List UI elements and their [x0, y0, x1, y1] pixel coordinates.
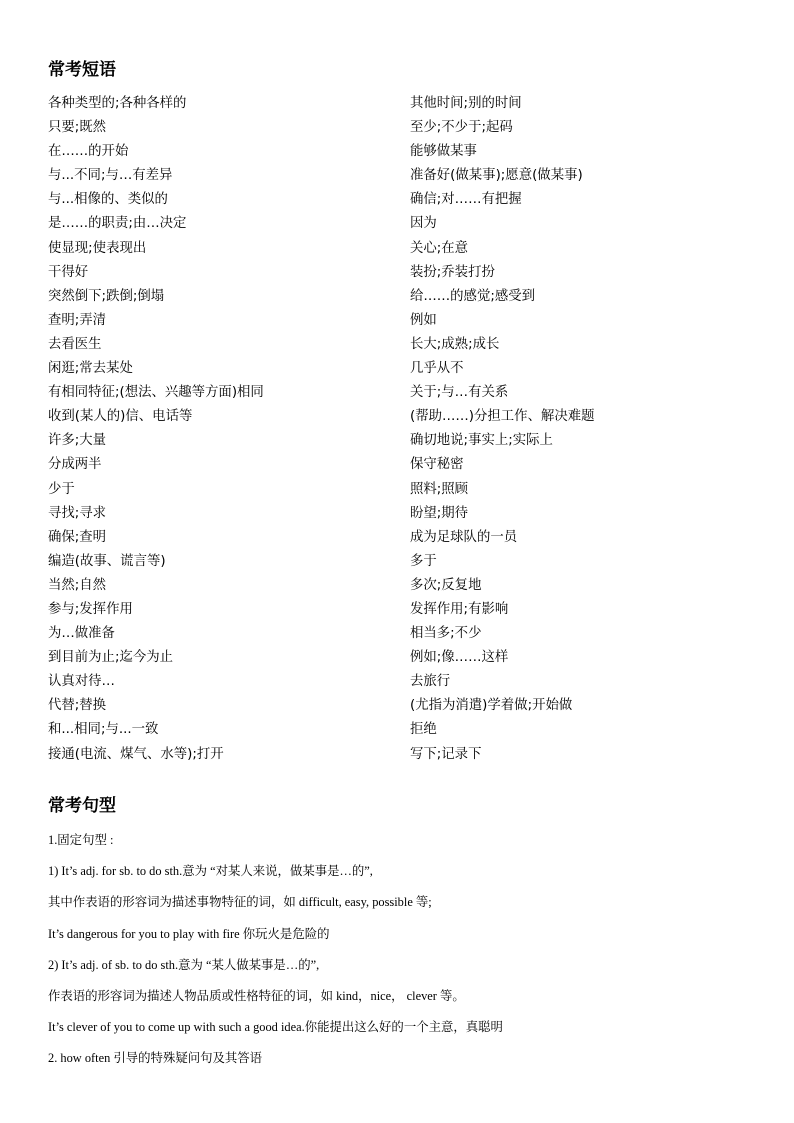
- phrase-item: 照料;照顾: [410, 481, 469, 497]
- phrase-item: 至少;不少于;起码: [410, 120, 513, 136]
- phrase-item: 保守秘密: [410, 457, 464, 473]
- phrase-item: 关于;与…有关系: [410, 385, 509, 401]
- note-line: 其中作表语的形容词为描述事物特征的词，如 difficult, easy, possible 等;: [48, 895, 432, 910]
- phrase-item: 到目前为止;迄今为止: [48, 650, 174, 666]
- note-line: 2) It’s adj. of sb. to do sth.意为 “某人做某事是…的”,: [48, 957, 320, 972]
- sentence-pattern-notes: [48, 830, 768, 1080]
- phrase-item: 发挥作用;有影响: [410, 601, 509, 617]
- phrase-item: 因为: [410, 216, 437, 232]
- note-line: 1.固定句型 :: [48, 833, 114, 847]
- phrase-item: 确保;查明: [48, 529, 107, 545]
- phrase-item: 闲逛;常去某处: [48, 361, 133, 377]
- phrase-item: 在……的开始: [48, 144, 129, 160]
- phrase-item: 能够做某事: [410, 144, 477, 160]
- phrase-item: 许多;大量: [48, 433, 107, 449]
- phrase-item: 多次;反复地: [410, 577, 482, 593]
- phrase-item: (尤指为消遣)学着做;开始做: [410, 698, 573, 714]
- phrase-item: 是……的职责;由…决定: [48, 216, 187, 232]
- phrase-item: 只要;既然: [48, 120, 107, 136]
- phrase-item: 编造(故事、谎言等): [48, 553, 166, 569]
- phrase-item: 写下;记录下: [410, 746, 482, 762]
- phrase-item: 干得好: [48, 264, 89, 280]
- phrase-item: 给……的感觉;感受到: [410, 288, 536, 304]
- phrase-item: 盼望;期待: [410, 505, 469, 521]
- phrase-item: 准备好(做某事);愿意(做某事): [410, 168, 583, 184]
- phrase-item: 分成两半: [48, 457, 102, 473]
- phrase-item: 参与;发挥作用: [48, 601, 133, 617]
- phrase-item: 认真对待…: [48, 674, 115, 690]
- phrase-item: 去旅行: [410, 674, 451, 690]
- phrase-item: 其他时间;别的时间: [410, 96, 522, 111]
- phrase-item: 例如;像……这样: [410, 650, 509, 666]
- section-title-sentence-patterns: 常考句型: [48, 796, 116, 816]
- phrase-item: 有相同特征;(想法、兴趣等方面)相同: [48, 385, 264, 401]
- phrase-item: 当然;自然: [48, 577, 107, 593]
- phrase-item: 和...相同;与...一致: [48, 722, 159, 738]
- note-line: 2. how often 引导的特殊疑问句及其答语: [48, 1051, 263, 1066]
- phrase-item: 寻找;寻求: [48, 505, 107, 521]
- phrase-item: 查明;弄清: [48, 312, 107, 328]
- phrase-item: (帮助……)分担工作、解决难题: [410, 409, 595, 425]
- phrase-item: 相当多;不少: [410, 626, 482, 642]
- phrase-item: 几乎从不: [410, 361, 464, 377]
- phrase-item: 与...相像的、类似的: [48, 192, 168, 208]
- phrase-item: 接通(电流、煤气、水等);打开: [48, 746, 224, 762]
- note-line: 作表语的形容词为描述人物品质或性格特征的词，如 kind，nice， clever 等。: [48, 988, 465, 1003]
- phrase-item: 成为足球队的一员: [410, 529, 518, 545]
- phrase-list-left: [48, 92, 398, 767]
- note-line: 1) It’s adj. for sb. to do sth.意为 “对某人来说，做某事是…的”,: [48, 864, 373, 879]
- phrase-item: 去看医生: [48, 336, 102, 352]
- phrase-item: 确信;对……有把握: [410, 192, 522, 208]
- phrase-item: 突然倒下;跌倒;倒塌: [48, 288, 165, 304]
- section-title-phrases: 常考短语: [48, 60, 116, 80]
- phrase-list-right: [410, 92, 780, 767]
- phrase-item: 少于: [48, 481, 75, 497]
- phrase-item: 与...不同;与…有差异: [48, 168, 173, 184]
- phrase-item: 代替;替换: [48, 698, 107, 714]
- note-line: It’s dangerous for you to play with fire 你玩火是危险的: [48, 926, 330, 941]
- phrase-item: 使显现;使表现出: [48, 240, 147, 256]
- phrase-item: 例如: [410, 312, 437, 328]
- phrase-item: 长大;成熟;成长: [410, 336, 500, 352]
- phrase-item: 确切地说;事实上;实际上: [410, 433, 553, 449]
- phrase-item: 各种类型的;各种各样的: [48, 96, 187, 111]
- note-line: It’s clever of you to come up with such a good idea.你能提出这么好的一个主意，真聪明: [48, 1020, 503, 1035]
- phrase-item: 多于: [410, 553, 437, 569]
- phrase-item: 装扮;乔装打扮: [410, 264, 495, 280]
- phrase-item: 拒绝: [410, 722, 437, 738]
- phrase-item: 收到(某人的)信、电话等: [48, 409, 193, 425]
- phrase-item: 为…做准备: [48, 626, 115, 642]
- phrase-item: 关心;在意: [410, 240, 469, 256]
